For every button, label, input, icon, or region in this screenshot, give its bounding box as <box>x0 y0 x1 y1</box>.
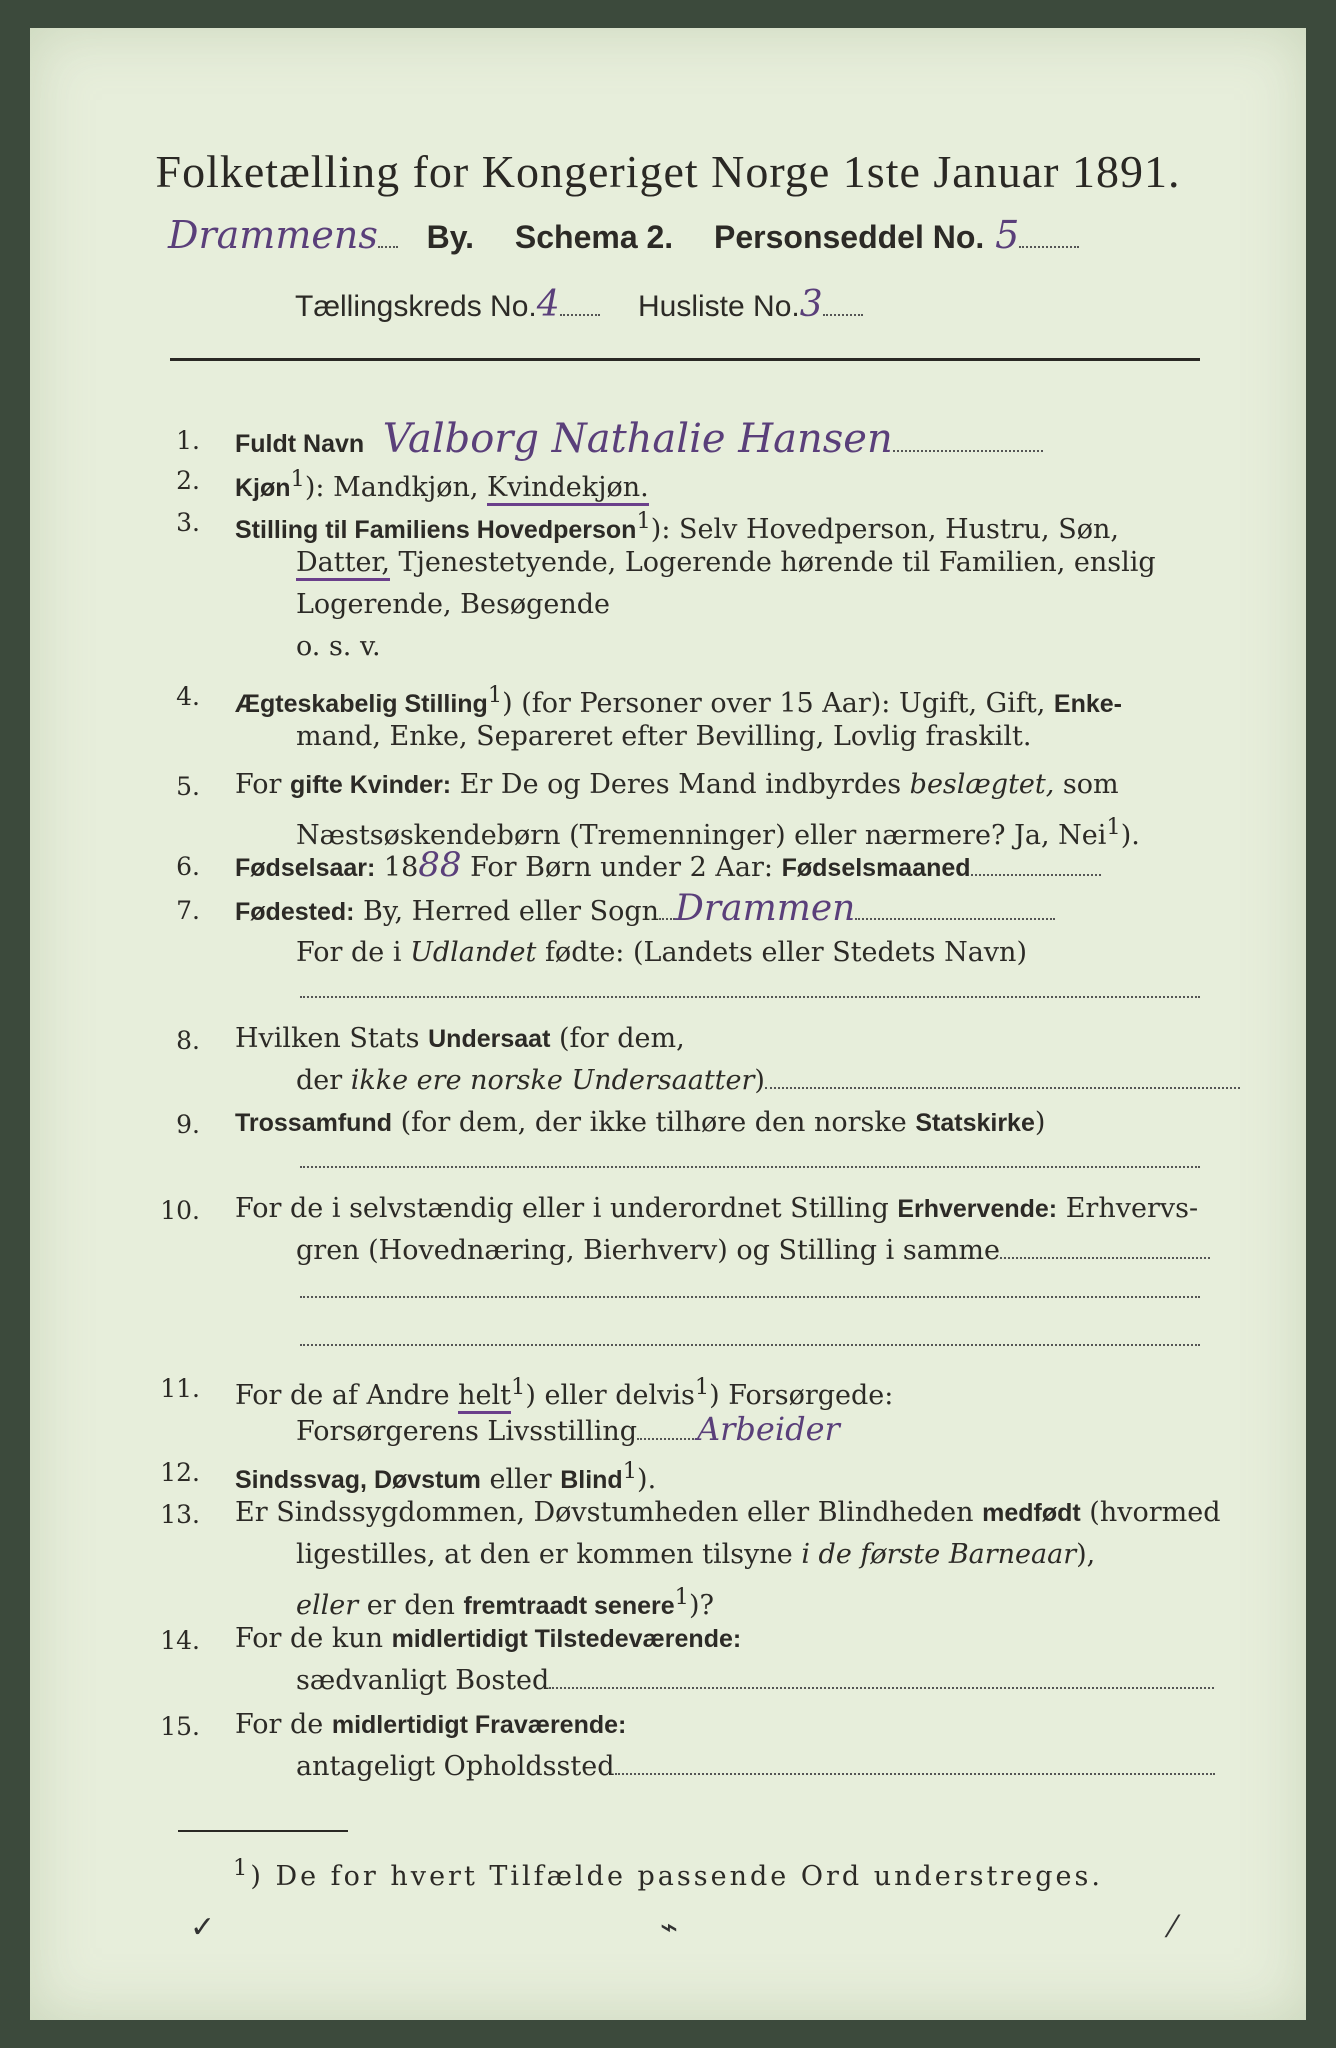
birthplace-label: Fødested: <box>235 898 355 926</box>
item-8-line-1 <box>235 1022 685 1056</box>
occupation-label: Erhvervende: <box>897 1195 1058 1223</box>
kreds-label: Tællingskreds No. <box>295 290 537 323</box>
item-15-line-1 <box>235 1708 626 1742</box>
item-12 <box>235 1454 656 1497</box>
married-women-question: Er De og Deres Mand indbyrdes <box>451 769 910 800</box>
congenital-l3-end: )? <box>688 1590 714 1621</box>
item-4-line-1 <box>235 678 1122 721</box>
citizenship-rest: (for dem, <box>550 1023 685 1054</box>
item-8-number: 8. <box>176 1026 200 1055</box>
usual-residence-label: sædvanligt Bosted <box>296 1665 550 1696</box>
married-women-related: beslægtet, <box>909 769 1055 800</box>
birth-year-prefix: 18 <box>375 852 419 883</box>
disability-footnote-ref: 1 <box>622 1458 638 1484</box>
item-3-line-4: o. s. v. <box>296 631 381 662</box>
supported-rest: ) eller delvis <box>525 1380 695 1411</box>
item-10-blank-line-1 <box>300 1290 1200 1298</box>
temp-absent-pre: For de <box>235 1709 332 1740</box>
congenital-l2-italic: i de første Barneaar <box>801 1539 1077 1570</box>
item-8-line-2 <box>296 1064 1240 1098</box>
sex-options-text: ): Mandkjøn, <box>304 472 488 503</box>
item-13-line-1 <box>235 1496 1221 1530</box>
item-7-blank-line <box>300 990 1200 998</box>
religion-rest: (for dem, der ikke tilhøre den norske <box>391 1107 916 1138</box>
item-10-line-1 <box>235 1192 1198 1226</box>
birth-year-label: Fødselsaar: <box>235 854 376 882</box>
sex-footnote-ref: 1 <box>290 466 305 492</box>
temp-absent-label: midlertidigt Fraværende: <box>331 1711 627 1739</box>
header-line-2 <box>295 284 863 325</box>
header-rule <box>170 358 1200 361</box>
item-7-line-2 <box>296 936 1027 970</box>
family-position-selected: Datter, <box>296 547 390 581</box>
family-position-options-2: Tjenestetyende, Logerende hørende til Familien, enslig <box>389 547 1156 578</box>
disability-or: eller <box>480 1464 561 1495</box>
citizenship-pre: Hvilken Stats <box>235 1023 429 1054</box>
by-label: By. <box>426 219 475 255</box>
item-3-line-1 <box>235 504 1119 547</box>
occupation-pre: For de i selvstændig eller i underordnet Stilling <box>235 1193 898 1224</box>
congenital-pre: Er Sindssygdommen, Døvstumheden eller Blindheden <box>235 1497 983 1528</box>
birthplace-value: Drammen <box>675 888 856 929</box>
citizenship-label: Undersaat <box>428 1025 551 1053</box>
item-10-number: 10. <box>160 1196 200 1225</box>
city-name-handwritten: Drammens <box>168 213 378 257</box>
married-women-label: gifte Kvinder: <box>290 771 452 799</box>
item-15-line-2 <box>296 1750 1215 1784</box>
citizenship-l2-pre: der <box>296 1065 351 1096</box>
item-1 <box>235 416 1043 462</box>
marital-options-enke: Enke- <box>1053 690 1122 718</box>
temp-present-pre: For de kun <box>235 1623 392 1654</box>
sex-label: Kjøn <box>235 474 291 502</box>
congenital-l2-end: ), <box>1076 1539 1096 1570</box>
marital-options-1: ) (for Personer over 15 Aar): Ugift, Gift, <box>502 688 1054 719</box>
footnote-text: ) De for hvert Tilfælde passende Ord understreges. <box>250 1861 1103 1892</box>
husliste-label: Husliste No. <box>638 290 800 323</box>
probable-residence-label: antageligt Opholdssted <box>296 1751 615 1782</box>
schema-label: Schema 2. <box>514 219 674 255</box>
citizenship-l2-end: ) <box>754 1065 765 1096</box>
birthplace-options: By, Herred eller Sogn <box>354 896 660 927</box>
item-5-line-1 <box>235 768 1119 802</box>
item-5-number: 5. <box>176 772 200 801</box>
item-13-line-2 <box>296 1538 1095 1572</box>
supported-selected: helt <box>458 1380 511 1414</box>
married-women-pre: For <box>235 769 291 800</box>
temp-present-label: midlertidigt Tilstedeværende: <box>391 1625 742 1653</box>
religion-end: ) <box>1034 1107 1046 1138</box>
married-women-footnote-ref: 1 <box>1106 814 1121 840</box>
provider-occupation-value: Arbeider <box>697 1410 840 1448</box>
item-14-number: 14. <box>160 1626 200 1655</box>
item-4-line-2: mand, Enke, Separeret efter Bevilling, Lovlig fraskilt. <box>296 721 1032 752</box>
item-10-line-2 <box>296 1234 1210 1268</box>
item-14-line-2 <box>296 1664 1214 1698</box>
citizenship-l2-italic: ikke ere norske Undersaatter <box>350 1065 755 1096</box>
marital-status-label: Ægteskabelig Stilling <box>235 690 488 718</box>
item-3-line-3: Logerende, Besøgende <box>296 589 610 620</box>
header-line-1 <box>168 213 1079 257</box>
religion-state-church: Statskirke <box>915 1109 1035 1137</box>
congenital-label: medfødt <box>982 1499 1081 1527</box>
congenital-footnote-ref: 1 <box>674 1584 689 1610</box>
provider-occupation-label: Forsørgerens Livsstilling <box>296 1416 638 1447</box>
birth-month-label: Fødselsmaaned <box>781 854 971 882</box>
corner-mark-left-icon: ✓ <box>190 1910 216 1945</box>
item-7-line-1 <box>235 888 1055 929</box>
congenital-l3-mid: er den <box>358 1590 464 1621</box>
item-11-line-2 <box>296 1412 840 1449</box>
item-3-line-2 <box>296 546 1156 580</box>
congenital-l3-italic: eller <box>296 1590 359 1621</box>
occupation-line-2: gren (Hovednæring, Bierhverv) og Stilling i samme <box>296 1235 1001 1266</box>
disability-label: Sindssvag, Døvstum <box>235 1466 481 1494</box>
item-4-number: 4. <box>176 682 200 711</box>
item-14-line-1 <box>235 1622 741 1656</box>
congenital-l2-pre: ligestilles, at den er kommen tilsyne <box>296 1539 802 1570</box>
item-11-line-1 <box>235 1370 893 1413</box>
family-position-options-1: ): Selv Hovedperson, Hustru, Søn, <box>650 514 1119 545</box>
occupation-end: Erhvervs- <box>1057 1193 1199 1224</box>
center-mark-icon: ⌁ <box>660 1910 679 1945</box>
birth-year-value: 88 <box>418 845 462 885</box>
corner-mark-right-icon: ⁄ <box>1170 1910 1176 1945</box>
disability-blind: Blind <box>560 1466 623 1494</box>
supported-footnote-1: 1 <box>511 1374 526 1400</box>
item-15-number: 15. <box>160 1712 200 1741</box>
item-2-number: 2. <box>176 466 200 495</box>
family-position-footnote-ref: 1 <box>636 508 651 534</box>
married-women-som: som <box>1054 769 1119 800</box>
item-10-blank-line-2 <box>300 1338 1200 1346</box>
personseddel-label: Personseddel No. <box>714 219 985 255</box>
married-women-end: ). <box>1120 820 1140 851</box>
item-9 <box>235 1106 1045 1140</box>
abroad-pre: For de i <box>296 937 411 968</box>
item-2 <box>235 462 649 505</box>
full-name-value: Valborg Nathalie Hansen <box>382 416 893 462</box>
supported-end: ) Forsørgede: <box>709 1380 894 1411</box>
marital-footnote-ref: 1 <box>487 682 503 708</box>
item-9-number: 9. <box>176 1110 200 1139</box>
abroad-word: Udlandet <box>410 937 537 968</box>
form-title: Folketælling for Kongeriget Norge 1ste Januar 1891. <box>155 146 1181 197</box>
item-12-number: 12. <box>160 1458 200 1487</box>
married-women-question-2: Næstsøskendebørn (Tremenninger) eller nærmere? Ja, Nei <box>296 820 1107 851</box>
family-position-label: Stilling til Familiens Hovedperson <box>235 516 637 544</box>
kreds-number: 4 <box>536 284 560 325</box>
item-13-number: 13. <box>160 1500 200 1529</box>
full-name-label: Fuldt Navn <box>235 430 365 458</box>
footnote <box>0 1855 1336 1892</box>
personseddel-number: 5 <box>995 213 1020 257</box>
congenital-end: (hvormed <box>1080 1497 1221 1528</box>
birth-month-text: For Børn under 2 Aar: <box>461 852 782 883</box>
disability-end: ). <box>637 1464 657 1495</box>
religion-label: Trossamfund <box>235 1109 392 1137</box>
abroad-rest: fødte: (Landets eller Stedets Navn) <box>536 937 1027 968</box>
item-9-blank-line <box>300 1160 1200 1168</box>
husliste-number: 3 <box>799 284 823 325</box>
supported-footnote-2: 1 <box>694 1374 710 1400</box>
item-6 <box>235 845 1101 885</box>
item-1-number: 1. <box>176 426 200 455</box>
item-7-number: 7. <box>176 896 200 925</box>
sex-selected-option: Kvindekjøn. <box>487 472 649 506</box>
item-6-number: 6. <box>176 852 200 881</box>
item-11-number: 11. <box>160 1374 200 1403</box>
footnote-rule <box>178 1830 348 1832</box>
supported-pre: For de af Andre <box>235 1380 459 1411</box>
footnote-marker: 1 <box>233 1855 251 1881</box>
item-13-line-3 <box>296 1580 714 1623</box>
item-3-number: 3. <box>176 508 200 537</box>
congenital-l3-bold: fremtraadt senere <box>463 1592 675 1620</box>
